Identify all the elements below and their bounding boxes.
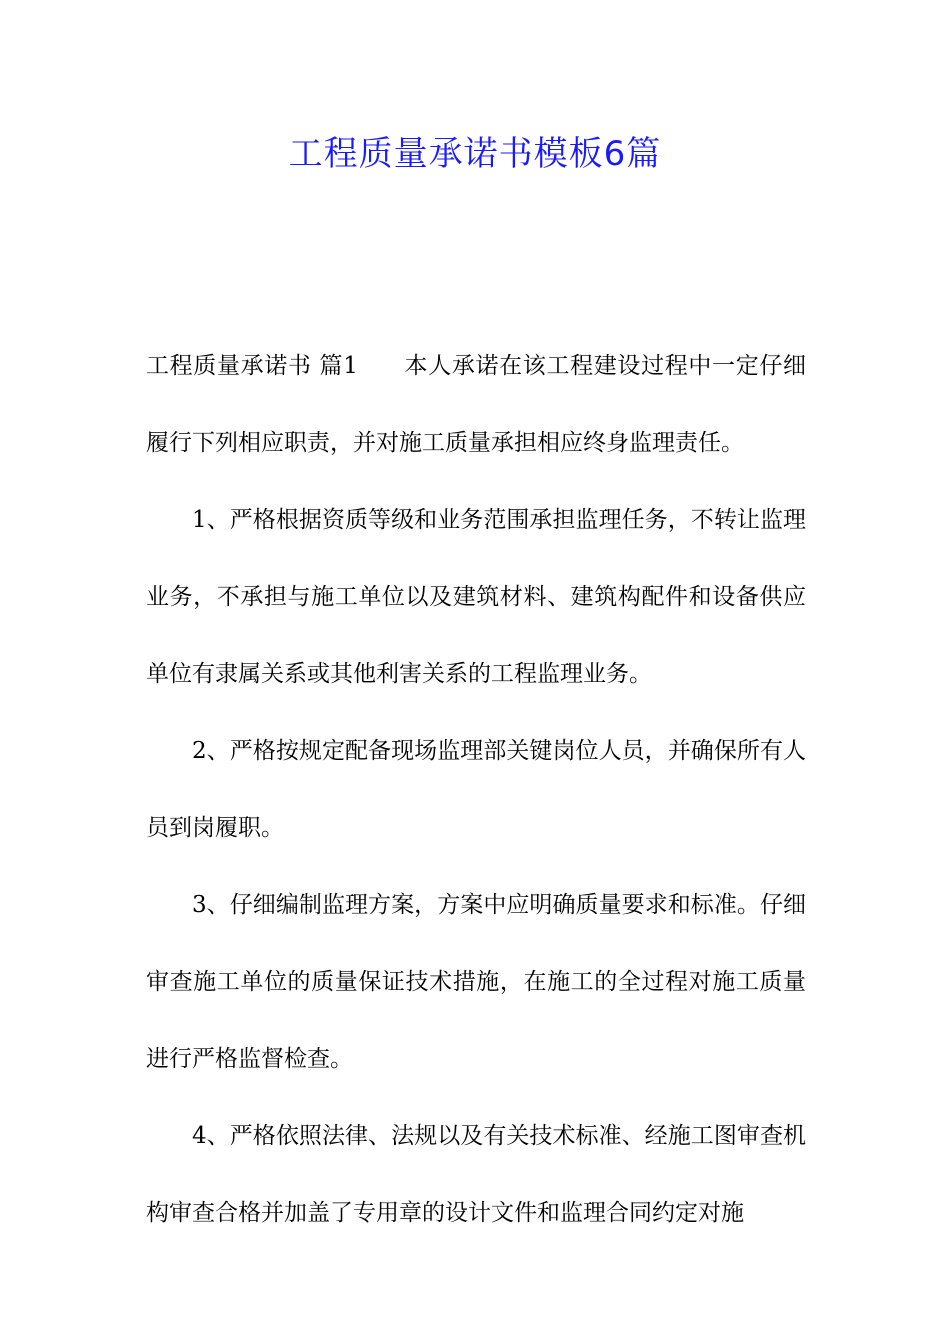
paragraph-4: 4、严格依照法律、法规以及有关技术标准、经施工图审查机构审查合格并加盖了专用章的设计文件和监理合同约定对施	[146, 1123, 806, 1226]
document-body	[146, 328, 806, 1252]
paragraph-3: 3、仔细编制监理方案，方案中应明确质量要求和标准。仔细审查施工单位的质量保证技术措施，在施工的全过程对施工质量进行严格监督检查。	[146, 892, 806, 1072]
intro-heading: 工程质量承诺书 篇1	[146, 353, 358, 379]
document-title: 工程质量承诺书模板6篇	[288, 134, 662, 174]
intro-text: 本人承诺在该工程建设过程中一定仔细履行下列相应职责，并对施工质量承担相应终身监理责任。	[146, 353, 807, 456]
paragraph-2: 2、严格按规定配备现场监理部关键岗位人员，并确保所有人员到岗履职。	[146, 738, 806, 841]
paragraph-1: 1、严格根据资质等级和业务范围承担监理任务，不转让监理业务，不承担与施工单位以及建筑材料、建筑构配件和设备供应单位有隶属关系或其他利害关系的工程监理业务。	[146, 507, 806, 687]
intro-paragraph	[146, 328, 806, 482]
